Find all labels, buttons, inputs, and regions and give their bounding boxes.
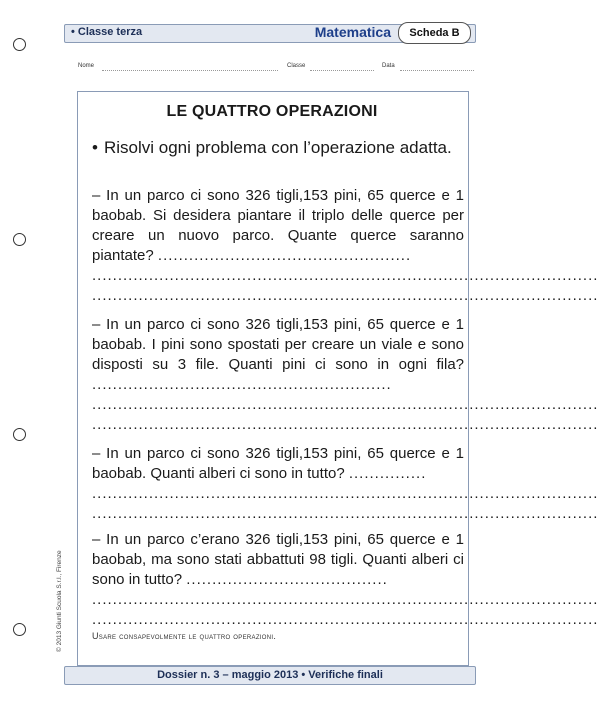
date-field[interactable] <box>400 70 474 71</box>
answer-line-2c[interactable]: .................................................................................................. <box>92 416 598 433</box>
answer-line-1a[interactable]: ................................................. <box>157 247 412 264</box>
binder-hole-1 <box>13 38 26 51</box>
name-label: Nome <box>78 63 95 69</box>
problem-1-text: – In un parco ci sono 326 tigli,153 pini, 65 querce e 1 baobab. Si desidera piantare il triplo delle querce per creare un nuovo parco. Quante querce saranno piantate? <box>92 187 464 264</box>
answer-line-3b[interactable]: .................................................................................................. <box>92 485 598 502</box>
problem-2 <box>92 315 598 435</box>
binder-hole-2 <box>13 233 26 246</box>
instruction <box>92 136 462 159</box>
class-label: Classe <box>287 63 306 69</box>
class-level-label: • Classe terza <box>71 26 143 38</box>
student-info-row <box>78 63 474 73</box>
answer-line-1c[interactable]: .................................................................................................. <box>92 287 598 304</box>
binder-hole-4 <box>13 623 26 636</box>
answer-line-3c[interactable]: .................................................................................................. <box>92 505 598 522</box>
sheet-badge: Scheda B <box>398 22 471 44</box>
answer-line-4a[interactable]: ....................................... <box>186 571 388 588</box>
problem-2-text: – In un parco ci sono 326 tigli,153 pini, 65 querce e 1 baobab. I pini sono spostati per creare un viale e sono disposti su 3 file. Quanti pini ci sono in ogni fila? <box>92 316 464 373</box>
worksheet-title: LE QUATTRO OPERAZIONI <box>166 103 378 120</box>
class-field[interactable] <box>310 70 374 71</box>
answer-line-3a[interactable]: ............... <box>348 465 427 482</box>
answer-line-1b[interactable]: .................................................................................................. <box>92 267 598 284</box>
problem-3 <box>92 444 598 524</box>
instruction-text: Risolvi ogni problema con l’operazione adatta. <box>103 138 452 157</box>
learning-objective: Usare consapevolmente le quattro operazioni. <box>92 631 277 641</box>
answer-line-2a[interactable]: .......................................................... <box>92 376 392 393</box>
footer-bar <box>64 666 476 685</box>
binder-hole-3 <box>13 428 26 441</box>
answer-line-4b[interactable]: .................................................................................................. <box>92 591 598 608</box>
problem-1 <box>92 186 598 306</box>
bullet-icon: • <box>92 138 98 157</box>
header-bar <box>64 24 476 43</box>
date-label: Data <box>382 63 395 69</box>
name-field[interactable] <box>102 70 278 71</box>
issue-label: Dossier n. 3 – maggio 2013 • Verifiche finali <box>157 669 383 681</box>
copyright-note: © 2013 Giunti Scuola S.r.l., Firenze <box>56 550 63 652</box>
problem-3-text: – In un parco ci sono 326 tigli,153 pini, 65 querce e 1 baobab. Quanti alberi ci sono in tutto? <box>92 445 464 482</box>
answer-line-4c[interactable]: .................................................................................................. <box>92 611 598 628</box>
subject-title: Matematica <box>314 24 391 40</box>
problem-4-text: – In un parco c’erano 326 tigli,153 pini, 65 querce e 1 baobab, ma sono stati abbattuti 98 tigli. Quanti alberi ci sono in tutto? <box>92 531 464 588</box>
problem-4 <box>92 530 598 630</box>
answer-line-2b[interactable]: .................................................................................................. <box>92 396 598 413</box>
